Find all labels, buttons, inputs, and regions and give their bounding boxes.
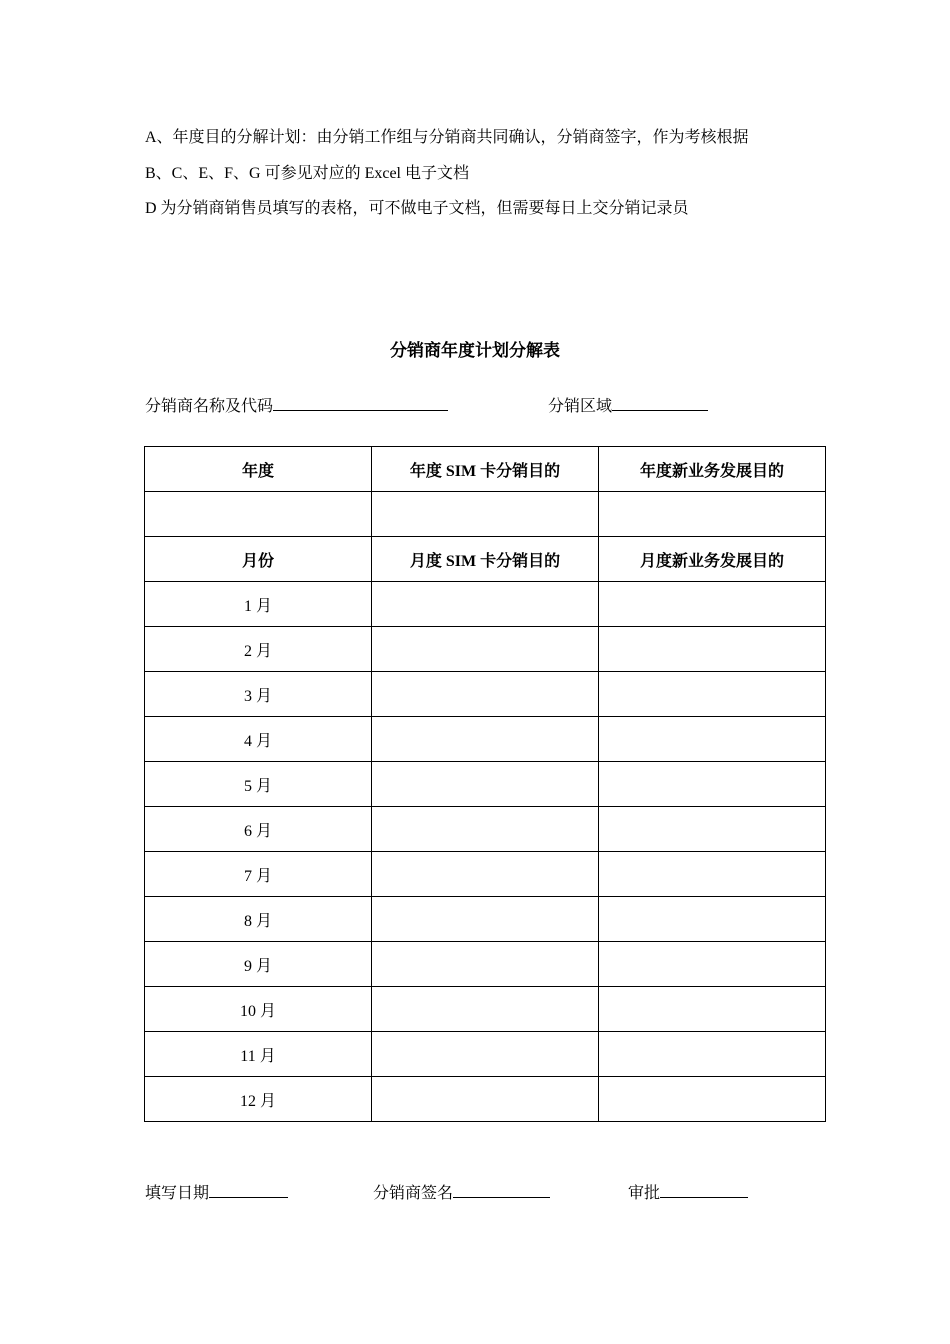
monthly-new-business-cell[interactable] (599, 672, 826, 717)
monthly-new-business-cell[interactable] (599, 987, 826, 1032)
header-annual-sim: 年度 SIM 卡分销目的 (372, 447, 599, 492)
monthly-sim-cell[interactable] (372, 627, 599, 672)
annual-new-business-cell[interactable] (599, 492, 826, 537)
signature-label: 分销商签名 (373, 1185, 454, 1202)
monthly-new-business-cell[interactable] (599, 1032, 826, 1077)
month-label: 7 月 (145, 852, 372, 897)
region-label: 分销区域 (548, 398, 613, 415)
header-monthly-sim: 月度 SIM 卡分销目的 (372, 537, 599, 582)
form-title: 分销商年度计划分解表 (390, 341, 560, 360)
monthly-new-business-cell[interactable] (599, 717, 826, 762)
plan-table (144, 446, 826, 1122)
month-label: 11 月 (145, 1032, 372, 1077)
header-month: 月份 (145, 537, 372, 582)
month-row (145, 582, 826, 627)
month-row (145, 852, 826, 897)
distributor-blank[interactable] (273, 394, 448, 411)
month-label: 8 月 (145, 897, 372, 942)
month-row (145, 627, 826, 672)
month-row (145, 987, 826, 1032)
month-row (145, 1032, 826, 1077)
month-label: 1 月 (145, 582, 372, 627)
date-blank[interactable] (209, 1182, 288, 1198)
approval-label: 审批 (628, 1185, 661, 1202)
monthly-new-business-cell[interactable] (599, 897, 826, 942)
month-row (145, 762, 826, 807)
month-row (145, 717, 826, 762)
monthly-header-row (145, 537, 826, 582)
month-label: 12 月 (145, 1077, 372, 1122)
monthly-sim-cell[interactable] (372, 1077, 599, 1122)
monthly-sim-cell[interactable] (372, 1032, 599, 1077)
note-d: D 为分销商销售员填写的表格，可不做电子文档，但需要每日上交分销记录员 (145, 200, 689, 217)
approval-field (628, 1182, 748, 1204)
date-field (145, 1182, 288, 1204)
month-label: 4 月 (145, 717, 372, 762)
monthly-sim-cell[interactable] (372, 672, 599, 717)
header-year: 年度 (145, 447, 372, 492)
monthly-sim-cell[interactable] (372, 807, 599, 852)
distributor-label: 分销商名称及代码 (145, 398, 274, 415)
header-monthly-new-business: 月度新业务发展目的 (599, 537, 826, 582)
month-row (145, 942, 826, 987)
month-label: 10 月 (145, 987, 372, 1032)
header-annual-new-business: 年度新业务发展目的 (599, 447, 826, 492)
annual-entry-row (145, 492, 826, 537)
region-blank[interactable] (612, 394, 708, 411)
monthly-sim-cell[interactable] (372, 852, 599, 897)
approval-blank[interactable] (660, 1182, 748, 1198)
annual-year-cell[interactable] (145, 492, 372, 537)
monthly-sim-cell[interactable] (372, 582, 599, 627)
monthly-sim-cell[interactable] (372, 987, 599, 1032)
signature-field (373, 1182, 550, 1204)
month-label: 2 月 (145, 627, 372, 672)
monthly-new-business-cell[interactable] (599, 627, 826, 672)
note-a: A、年度目的分解计划：由分销工作组与分销商共同确认，分销商签字，作为考核根据 (145, 129, 749, 146)
monthly-sim-cell[interactable] (372, 942, 599, 987)
monthly-new-business-cell[interactable] (599, 807, 826, 852)
monthly-new-business-cell[interactable] (599, 1077, 826, 1122)
note-b: B、C、E、F、G 可参见对应的 Excel 电子文档 (145, 165, 469, 182)
monthly-sim-cell[interactable] (372, 762, 599, 807)
monthly-new-business-cell[interactable] (599, 762, 826, 807)
annual-header-row (145, 447, 826, 492)
annual-sim-cell[interactable] (372, 492, 599, 537)
month-label: 6 月 (145, 807, 372, 852)
monthly-sim-cell[interactable] (372, 717, 599, 762)
monthly-new-business-cell[interactable] (599, 852, 826, 897)
month-label: 5 月 (145, 762, 372, 807)
monthly-new-business-cell[interactable] (599, 942, 826, 987)
date-label: 填写日期 (145, 1185, 210, 1202)
month-label: 9 月 (145, 942, 372, 987)
signature-blank[interactable] (453, 1182, 550, 1198)
region-field (548, 394, 708, 417)
month-label: 3 月 (145, 672, 372, 717)
month-row (145, 1077, 826, 1122)
month-row (145, 897, 826, 942)
monthly-new-business-cell[interactable] (599, 582, 826, 627)
distributor-field (145, 394, 448, 417)
month-row (145, 807, 826, 852)
monthly-sim-cell[interactable] (372, 897, 599, 942)
month-row (145, 672, 826, 717)
